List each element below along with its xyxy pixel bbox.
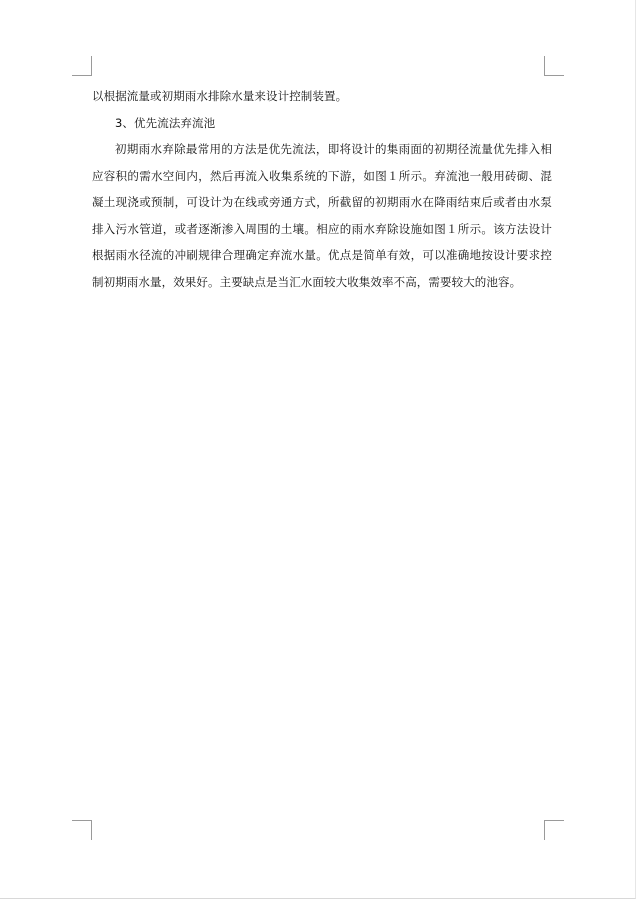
top-left-crop-mark bbox=[72, 56, 92, 76]
bottom-left-crop-mark bbox=[72, 820, 92, 840]
document-body bbox=[92, 83, 552, 295]
section-heading: 3、优先流法弃流池 bbox=[115, 115, 216, 130]
bottom-right-crop-mark bbox=[544, 820, 564, 840]
paragraph-priority-flow: 初期雨水弃除最常用的方法是优先流法，即将设计的集雨面的初期径流量优先排入相应容积的需水空间内，然后再流入收集系统的下游，如图１所示。弃流池一般用砖砌、混凝土现浇或预制，可设计为在线或旁通方式，所截留的初期雨水在降雨结束后或者由水泵排入污水管道，或者逐渐渗入周围的土壤。相应的雨水弃除设施如图１所示。该方法设计根据雨水径流的冲刷规律合理确定弃流水量。优点是简单有效，可以准确地按设计要求控制初期雨水量，效果好。主要缺点是当汇水面较大收集效率不高，需要较大的池容。 bbox=[92, 142, 552, 289]
top-right-crop-mark bbox=[544, 56, 564, 76]
paragraph-continuation: 以根据流量或初期雨水排除水量来设计控制装置。 bbox=[92, 89, 348, 103]
